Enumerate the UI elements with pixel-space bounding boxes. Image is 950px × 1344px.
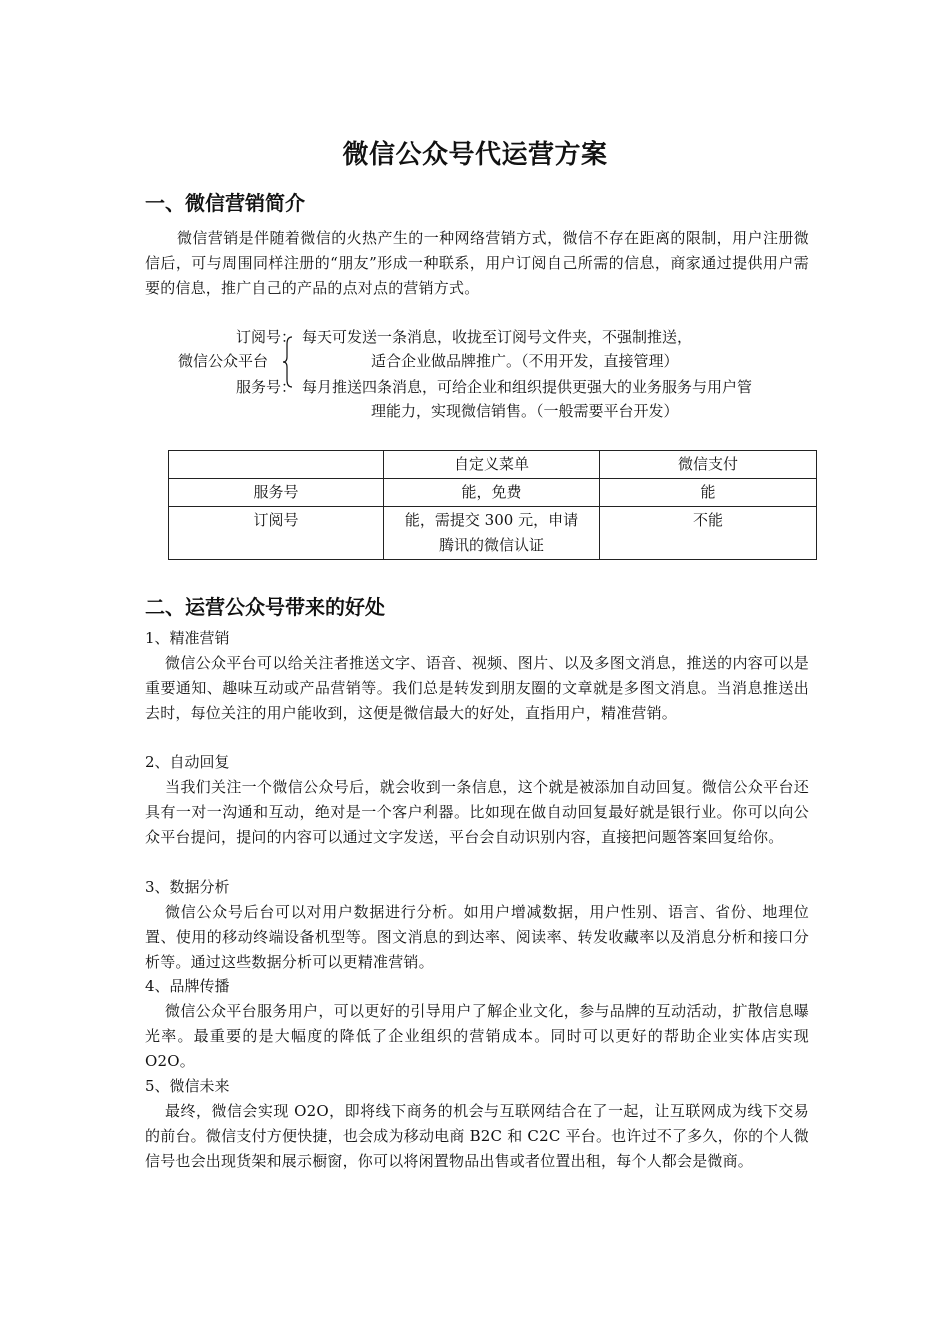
service-desc-line2: 理能力，实现微信销售。（一般需要平台开发） (371, 402, 679, 420)
table-header-cell (169, 451, 384, 479)
item4-text: 微信公众平台服务用户，可以更好的引导用户了解企业文化，参与品牌的互动活动，扩散信息曝光率。最重要的是大幅度的降低了企业组织的营销成本。同时可以更好的帮助企业实体店实现 O2O。 (145, 1002, 809, 1070)
item1-title: 1、精准营销 (145, 629, 230, 647)
item3-title: 3、数据分析 (145, 878, 230, 896)
section2-heading: 二、运营公众号带来的好处 (145, 595, 385, 619)
platform-label: 微信公众平台 (178, 352, 269, 370)
item1-text: 微信公众平台可以给关注者推送文字、语音、视频、图片、以及多图文消息，推送的内容可以是重要通知、趣味互动或产品营销等。我们总是转发到朋友圈的文章就是多图文消息。当消息推送出去时，每位关注的用户能收到，这便是微信最大的好处，直指用户，精准营销。 (145, 654, 809, 722)
service-desc-line1: 每月推送四条消息，可给企业和组织提供更强大的业务服务与用户管 (302, 378, 753, 396)
subscription-desc-line1: 每天可发送一条消息，收拢至订阅号文件夹，不强制推送， (302, 328, 693, 346)
item3-text: 微信公众号后台可以对用户数据进行分析。如用户增减数据，用户性别、语言、省份、地理位置、使用的移动终端设备机型等。图文消息的到达率、阅读率、转发收藏率以及消息分析和接口分析等。通过这些数据分析可以更精准营销。 (145, 903, 809, 971)
section1-heading: 一、微信营销简介 (145, 191, 305, 215)
table-header-cell: 微信支付 (600, 451, 817, 479)
table-cell: 能，需提交 300 元，申请腾讯的微信认证 (384, 507, 600, 560)
table-cell: 服务号 (169, 479, 384, 507)
table-row (169, 507, 817, 560)
table-header-row (169, 451, 817, 479)
table-cell: 不能 (600, 507, 817, 560)
item5-title: 5、微信未来 (145, 1077, 230, 1095)
service-label: 服务号： (236, 378, 297, 396)
table-cell: 能 (600, 479, 817, 507)
section1-paragraph: 微信营销是伴随着微信的火热产生的一种网络营销方式，微信不存在距离的限制，用户注册微信后，可与周围同样注册的“朋友”形成一种联系，用户订阅自己所需的信息，商家通过提供用户需要的信息，推广自己的产品的点对点的营销方式。 (145, 229, 809, 297)
table-cell: 能，免费 (384, 479, 600, 507)
comparison-table (168, 450, 817, 560)
subscription-label: 订阅号： (236, 328, 297, 346)
document-title: 微信公众号代运营方案 (342, 140, 608, 170)
table-header-cell: 自定义菜单 (384, 451, 600, 479)
item4-title: 4、品牌传播 (145, 977, 230, 995)
table-cell: 订阅号 (169, 507, 384, 560)
table-row (169, 479, 817, 507)
item5-text: 最终，微信会实现 O2O，即将线下商务的机会与互联网结合在了一起，让互联网成为线下交易的前台。微信支付方便快捷，也会成为移动电商 B2C 和 C2C 平台。也许过不了多久，你的个人微信号也会出现货架和展示橱窗，你可以将闲置物品出售或者位置出租，每个人都会是微商。 (145, 1102, 809, 1170)
item2-title: 2、自动回复 (145, 753, 230, 771)
subscription-desc-line2: 适合企业做品牌推广。（不用开发，直接管理） (371, 352, 679, 370)
item2-text: 当我们关注一个微信公众号后，就会收到一条信息，这个就是被添加自动回复。微信公众平台还具有一对一沟通和互动，绝对是一个客户利器。比如现在做自动回复最好就是银行业。你可以向公众平台提问，提问的内容可以通过文字发送，平台会自动识别内容，直接把问题答案回复给你。 (145, 778, 809, 846)
